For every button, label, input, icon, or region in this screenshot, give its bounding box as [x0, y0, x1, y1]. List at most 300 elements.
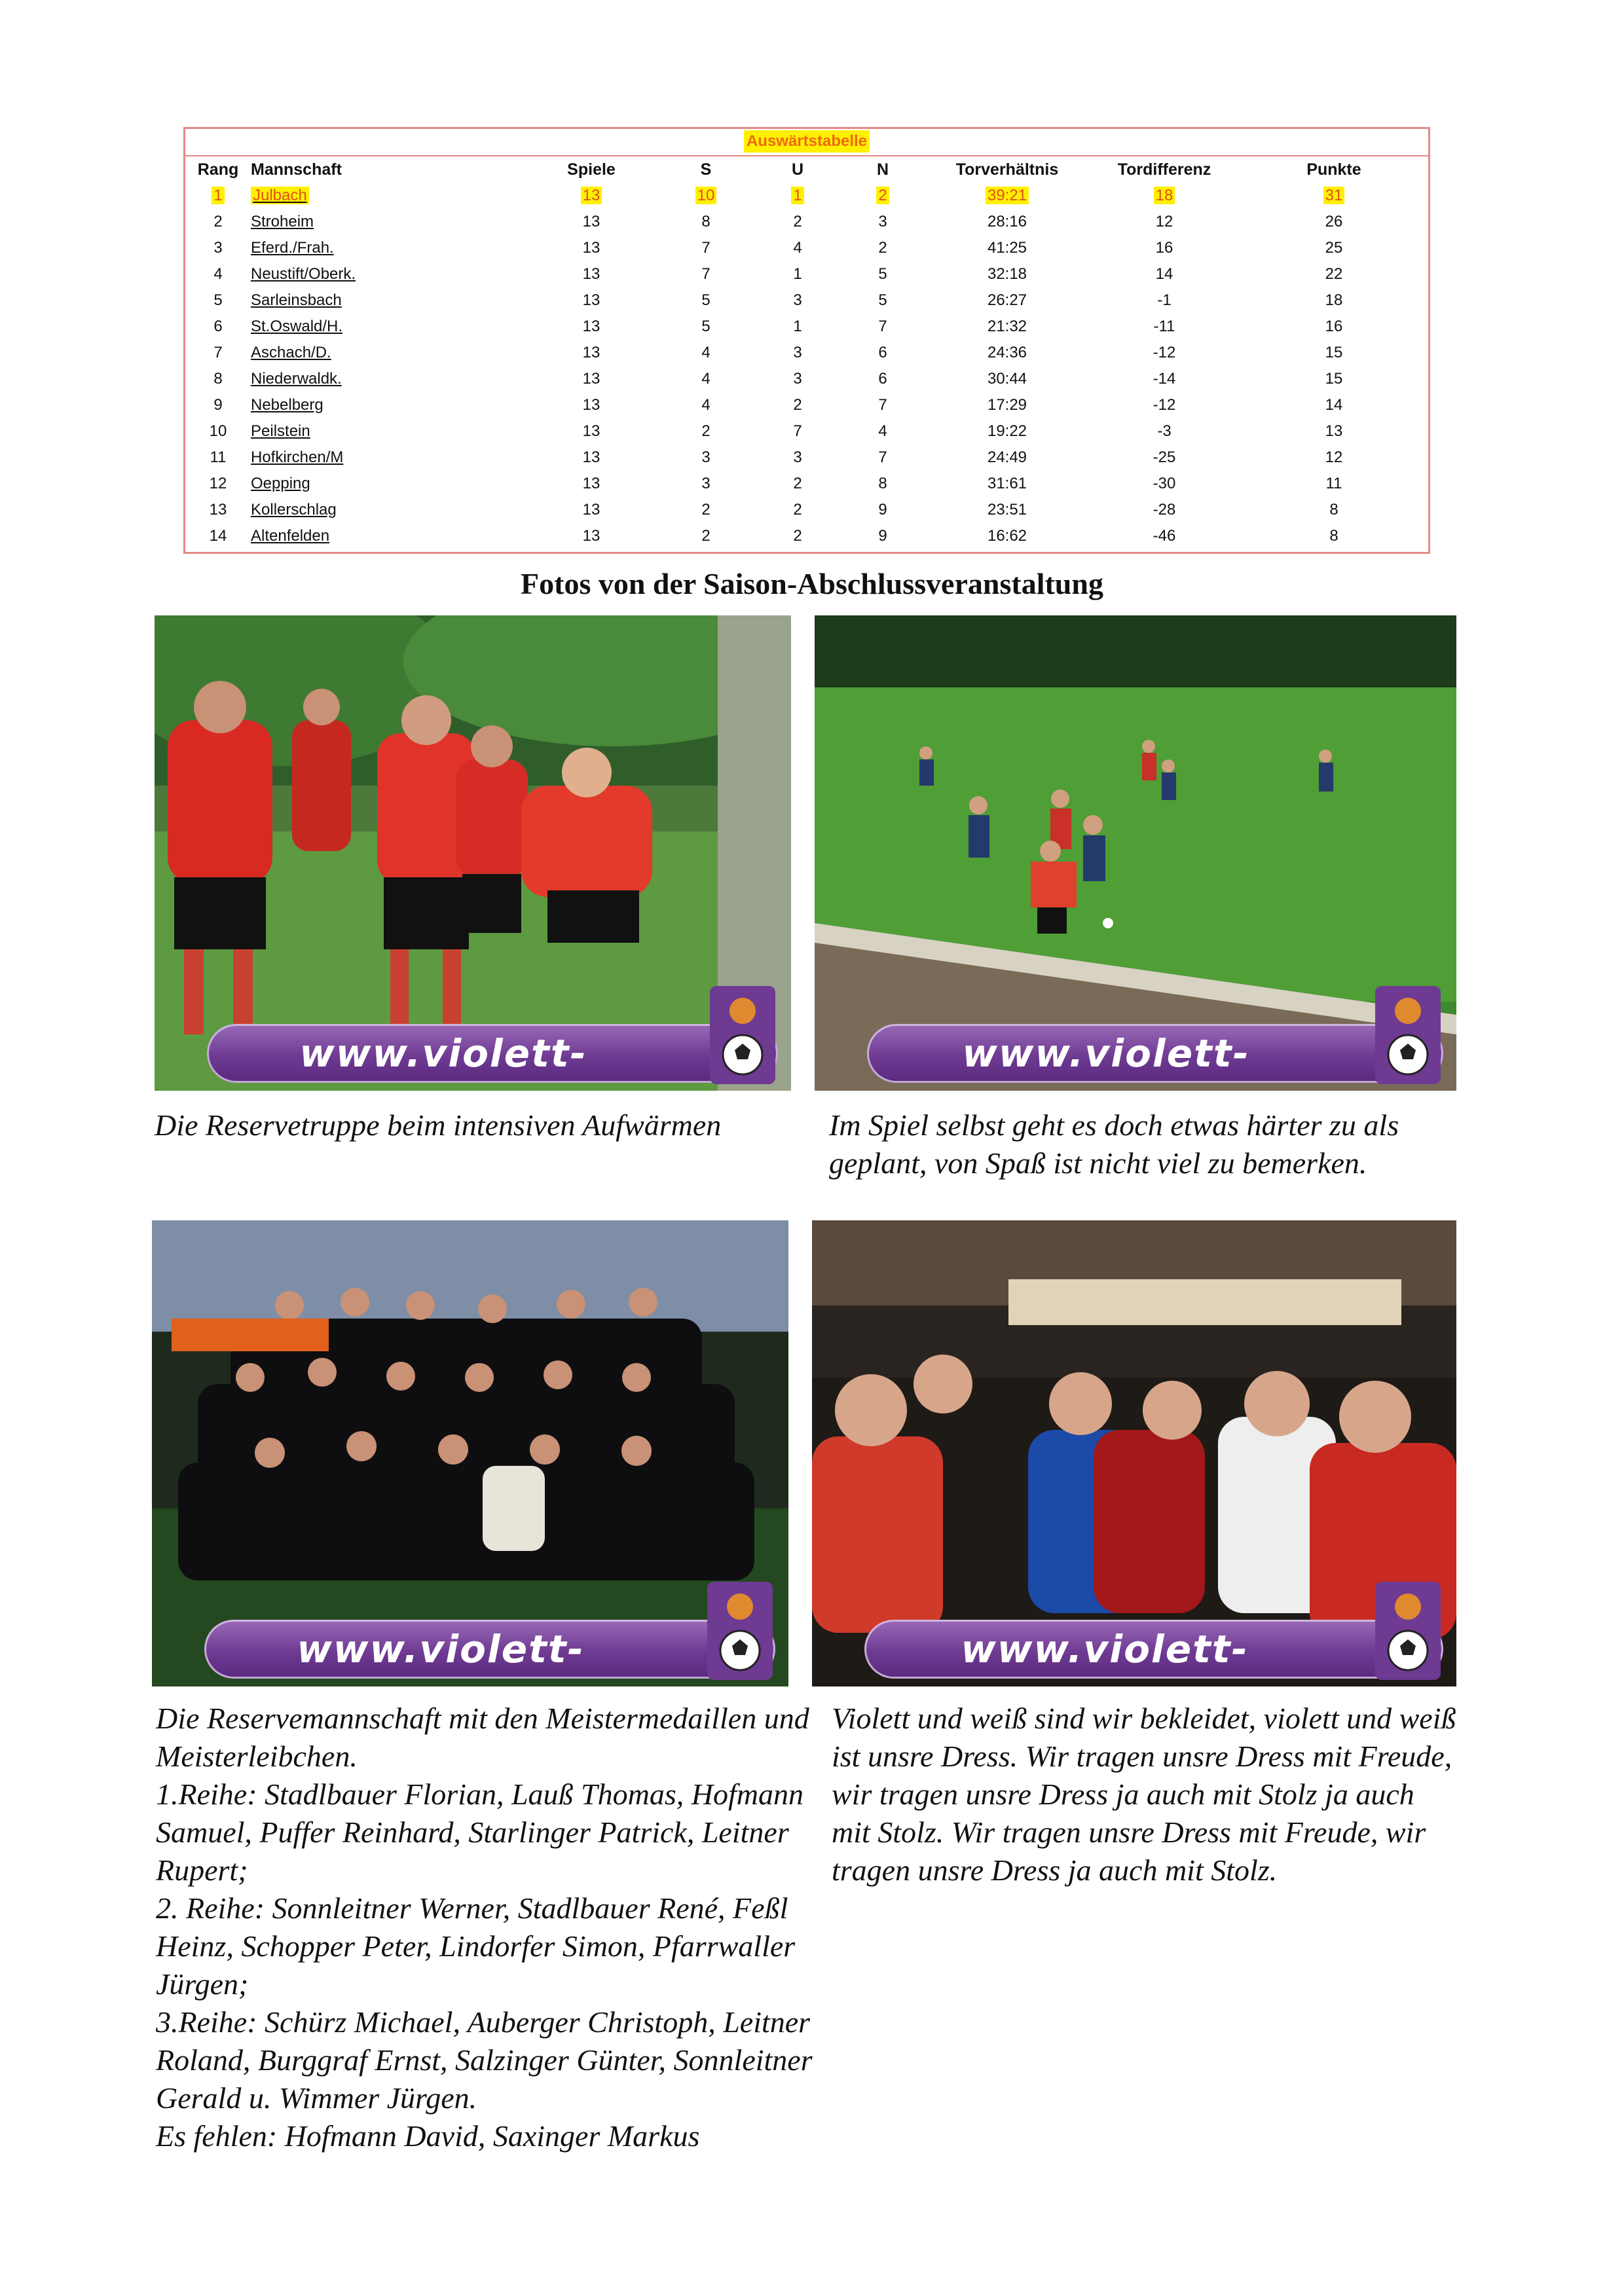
table-cell — [185, 287, 251, 314]
cell-value: 13 — [582, 265, 600, 283]
table-cell — [755, 261, 840, 287]
table-cell — [755, 497, 840, 523]
table-cell — [1240, 209, 1428, 235]
header-n: N — [876, 160, 889, 179]
team-name[interactable] — [251, 471, 526, 497]
photo-match-banner — [867, 1024, 1443, 1083]
photo-warmup-banner-url: www.violett- — [299, 1031, 587, 1076]
table-cell — [755, 287, 840, 314]
team-name-text: Stroheim — [251, 213, 314, 230]
cell-value: 7 — [793, 422, 802, 440]
cell-value: 23:51 — [987, 501, 1027, 519]
cell-value: 8 — [701, 213, 710, 230]
cell-value: 26:27 — [987, 291, 1027, 309]
cell-value: 7 — [701, 265, 710, 283]
cell-value: 9 — [878, 501, 887, 519]
cell-value: 6 — [878, 344, 887, 361]
header-mannschaft: Mannschaft — [251, 160, 342, 179]
table-cell — [657, 209, 755, 235]
cell-value: 26 — [1325, 213, 1343, 230]
cell-value: 28:16 — [987, 213, 1027, 230]
table-cell — [1089, 392, 1240, 418]
cell-value: 18 — [1325, 291, 1343, 309]
cell-value: 13 — [582, 475, 600, 492]
table-cell — [526, 392, 657, 418]
team-name-text: Eferd./Frah. — [251, 239, 334, 257]
caption-match-text: Im Spiel selbst geht es doch etwas härter zu als geplant, von Spaß ist nicht viel zu bemerken. — [829, 1108, 1399, 1180]
team-name[interactable] — [251, 209, 526, 235]
table-cell — [657, 287, 755, 314]
cell-value: 7 — [213, 344, 223, 361]
cell-value: -14 — [1153, 370, 1176, 388]
cell-value: 13 — [582, 501, 600, 519]
table-body — [185, 183, 1428, 549]
caption-celebration — [832, 1700, 1460, 1889]
caption-team-line-0: Die Reservemannschaft mit den Meistermedaillen und Meisterleibchen. — [156, 1702, 809, 1773]
team-name[interactable] — [251, 235, 526, 261]
cell-value: 7 — [878, 396, 887, 414]
table-cell — [925, 445, 1089, 471]
caption-team-line-3: 3.Reihe: Schürz Michael, Auberger Christoph, Leitner Roland, Burggraf Ernst, Salzinger Günter, Sonnleitner Gerald u. Wimmer Jürgen. — [156, 2005, 813, 2115]
cell-value: 2 — [213, 213, 223, 230]
table-cell — [1240, 445, 1428, 471]
table-cell — [925, 235, 1089, 261]
table-header-row — [185, 156, 1428, 183]
cell-value: 32:18 — [987, 265, 1027, 283]
table-cell — [755, 340, 840, 366]
cell-value: 4 — [213, 265, 223, 283]
standings-table — [185, 156, 1428, 549]
cell-value: 16:62 — [987, 527, 1027, 545]
team-name[interactable] — [251, 418, 526, 445]
cell-value: 1 — [793, 265, 802, 283]
table-cell — [185, 235, 251, 261]
cell-value: 13 — [582, 344, 600, 361]
cell-value: 5 — [701, 318, 710, 335]
table-row — [185, 366, 1428, 392]
cell-value: 1 — [793, 318, 802, 335]
table-row — [185, 523, 1428, 549]
cell-value: 12 — [209, 475, 227, 492]
photo-celebration — [812, 1220, 1456, 1686]
photo-celebration-banner-url: www.violett- — [961, 1627, 1249, 1671]
table-cell — [840, 340, 925, 366]
table-cell — [185, 314, 251, 340]
photo-match — [815, 615, 1456, 1091]
caption-team-line-4: Es fehlen: Hofmann David, Saxinger Markus — [156, 2119, 700, 2153]
cell-value: -1 — [1157, 291, 1172, 309]
cell-value: 10 — [209, 422, 227, 440]
cell-value: 2 — [793, 527, 802, 545]
cell-value: 22 — [1325, 265, 1343, 283]
table-cell — [840, 287, 925, 314]
table-cell — [657, 392, 755, 418]
table-cell — [840, 418, 925, 445]
table-cell — [840, 445, 925, 471]
table-cell — [185, 471, 251, 497]
cell-value: 3 — [878, 213, 887, 230]
table-cell — [526, 287, 657, 314]
photo-match-banner-url: www.violett- — [962, 1031, 1250, 1076]
cell-value: 8 — [878, 475, 887, 492]
table-cell — [840, 183, 925, 209]
cell-value: 16 — [1325, 318, 1343, 335]
cell-value: 13 — [582, 370, 600, 388]
table-row — [185, 287, 1428, 314]
cell-value: 3 — [701, 475, 710, 492]
cell-value: 25 — [1325, 239, 1343, 257]
table-cell — [526, 314, 657, 340]
cell-value: -12 — [1153, 396, 1176, 414]
table-cell — [1089, 287, 1240, 314]
team-name[interactable] — [251, 183, 526, 209]
cell-value: 2 — [793, 475, 802, 492]
cell-value: 13 — [582, 527, 600, 545]
table-cell — [185, 418, 251, 445]
cell-value: 39:21 — [986, 187, 1029, 204]
cell-value: -12 — [1153, 344, 1176, 361]
photo-warmup-banner — [207, 1024, 778, 1083]
photo-match-scene — [815, 615, 1456, 1091]
team-name[interactable] — [251, 261, 526, 287]
club-logo-icon — [1375, 986, 1441, 1084]
cell-value: 3 — [213, 239, 223, 257]
team-name-text: Niederwaldk. — [251, 370, 342, 388]
cell-value: 4 — [701, 370, 710, 388]
team-name[interactable] — [251, 392, 526, 418]
cell-value: 24:36 — [987, 344, 1027, 361]
table-cell — [1240, 287, 1428, 314]
table-cell — [526, 418, 657, 445]
team-name-text: Peilstein — [251, 422, 310, 440]
cell-value: 13 — [582, 291, 600, 309]
header-torverhaeltnis: Torverhältnis — [955, 160, 1059, 179]
header-s: S — [700, 160, 712, 179]
cell-value: 2 — [701, 527, 710, 545]
table-cell — [1089, 366, 1240, 392]
cell-value: -30 — [1153, 475, 1176, 492]
table-cell — [1089, 497, 1240, 523]
table-cell — [925, 209, 1089, 235]
table-cell — [840, 314, 925, 340]
cell-value: -3 — [1157, 422, 1172, 440]
team-name-text: Nebelberg — [251, 396, 323, 414]
table-cell — [925, 314, 1089, 340]
table-cell — [185, 523, 251, 549]
table-row — [185, 497, 1428, 523]
photo-team-scene — [152, 1220, 788, 1686]
cell-value: 7 — [701, 239, 710, 257]
photo-warmup — [155, 615, 791, 1091]
cell-value: 6 — [213, 318, 223, 335]
cell-value: 13 — [1325, 422, 1343, 440]
table-cell — [925, 523, 1089, 549]
table-cell — [840, 523, 925, 549]
team-name[interactable] — [251, 287, 526, 314]
table-cell — [657, 471, 755, 497]
table-cell — [925, 392, 1089, 418]
table-cell — [925, 261, 1089, 287]
cell-value: -28 — [1153, 501, 1176, 519]
table-row — [185, 183, 1428, 209]
table-cell — [185, 209, 251, 235]
cell-value: -25 — [1153, 448, 1176, 466]
cell-value: 1 — [212, 187, 224, 204]
table-cell — [1240, 497, 1428, 523]
table-cell — [1240, 235, 1428, 261]
cell-value: 9 — [878, 527, 887, 545]
table-cell — [526, 366, 657, 392]
table-cell — [925, 183, 1089, 209]
table-cell — [840, 366, 925, 392]
caption-warmup — [155, 1106, 791, 1144]
cell-value: 8 — [1329, 501, 1338, 519]
cell-value: 14 — [1155, 265, 1173, 283]
table-row — [185, 418, 1428, 445]
table-cell — [657, 235, 755, 261]
table-cell — [755, 209, 840, 235]
table-cell — [925, 497, 1089, 523]
cell-value: 14 — [209, 527, 227, 545]
caption-team-line-1: 1.Reihe: Stadlbauer Florian, Lauß Thomas, Hofmann Samuel, Puffer Reinhard, Starlinger Patrick, Leitner Rupert; — [156, 1777, 803, 1887]
table-cell — [526, 235, 657, 261]
cell-value: 2 — [793, 213, 802, 230]
caption-team — [156, 1700, 824, 2155]
table-cell — [925, 418, 1089, 445]
table-cell — [1240, 392, 1428, 418]
table-cell — [526, 497, 657, 523]
team-name-text: Hofkirchen/M — [251, 448, 344, 466]
table-cell — [755, 314, 840, 340]
table-cell — [1240, 471, 1428, 497]
cell-value: 6 — [878, 370, 887, 388]
cell-value: 16 — [1155, 239, 1173, 257]
table-cell — [657, 340, 755, 366]
cell-value: 5 — [878, 265, 887, 283]
table-cell — [657, 366, 755, 392]
cell-value: 2 — [878, 239, 887, 257]
table-cell — [755, 366, 840, 392]
cell-value: -46 — [1153, 527, 1176, 545]
cell-value: 13 — [582, 213, 600, 230]
table-row — [185, 392, 1428, 418]
table-cell — [1089, 261, 1240, 287]
table-cell — [1240, 366, 1428, 392]
team-name[interactable] — [251, 340, 526, 366]
table-cell — [185, 445, 251, 471]
team-name[interactable] — [251, 523, 526, 549]
table-cell — [1089, 183, 1240, 209]
cell-value: 4 — [793, 239, 802, 257]
cell-value: 18 — [1154, 187, 1175, 204]
cell-value: 10 — [695, 187, 717, 204]
cell-value: 3 — [793, 448, 802, 466]
cell-value: 31:61 — [987, 475, 1027, 492]
table-row — [185, 261, 1428, 287]
table-cell — [1240, 314, 1428, 340]
table-cell — [755, 392, 840, 418]
table-cell — [185, 340, 251, 366]
table-cell — [925, 366, 1089, 392]
cell-value: 12 — [1155, 213, 1173, 230]
table-row — [185, 445, 1428, 471]
table-cell — [755, 523, 840, 549]
cell-value: 2 — [793, 396, 802, 414]
table-cell — [1089, 471, 1240, 497]
table-cell — [840, 392, 925, 418]
table-cell — [185, 366, 251, 392]
cell-value: 3 — [793, 370, 802, 388]
table-cell — [840, 471, 925, 497]
cell-value: 1 — [791, 187, 803, 204]
table-cell — [1240, 340, 1428, 366]
table-row — [185, 340, 1428, 366]
team-name-text: Sarleinsbach — [251, 291, 342, 309]
table-cell — [526, 340, 657, 366]
cell-value: 13 — [209, 501, 227, 519]
table-cell — [1089, 523, 1240, 549]
team-name-text: Julbach — [251, 187, 309, 204]
cell-value: 7 — [878, 448, 887, 466]
cell-value: 11 — [210, 448, 227, 466]
cell-value: 2 — [793, 501, 802, 519]
table-cell — [1089, 418, 1240, 445]
table-cell — [1240, 261, 1428, 287]
standings-table-container — [183, 127, 1430, 554]
photo-celebration-scene — [812, 1220, 1456, 1686]
table-cell — [840, 261, 925, 287]
cell-value: 3 — [793, 291, 802, 309]
caption-team-line-2: 2. Reihe: Sonnleitner Werner, Stadlbauer René, Feßl Heinz, Schopper Peter, Lindorfer Simon, Pfarrwaller Jürgen; — [156, 1891, 796, 2001]
header-u: U — [791, 160, 804, 179]
table-cell — [755, 235, 840, 261]
table-cell — [185, 392, 251, 418]
header-tordifferenz: Tordifferenz — [1117, 160, 1211, 179]
cell-value: 4 — [701, 396, 710, 414]
table-cell — [925, 471, 1089, 497]
table-row — [185, 314, 1428, 340]
cell-value: 8 — [1329, 527, 1338, 545]
table-cell — [840, 497, 925, 523]
club-logo-icon — [707, 1582, 773, 1680]
table-row — [185, 471, 1428, 497]
table-cell — [657, 314, 755, 340]
photo-team-banner — [204, 1620, 775, 1679]
table-cell — [185, 261, 251, 287]
cell-value: 13 — [582, 422, 600, 440]
team-name[interactable] — [251, 497, 526, 523]
table-title-bar — [185, 129, 1428, 156]
cell-value: 2 — [876, 187, 889, 204]
table-cell — [657, 497, 755, 523]
club-logo-icon — [710, 986, 775, 1084]
table-cell — [925, 287, 1089, 314]
team-name-text: Neustift/Oberk. — [251, 265, 356, 283]
cell-value: 5 — [213, 291, 223, 309]
cell-value: 8 — [213, 370, 223, 388]
cell-value: 2 — [701, 501, 710, 519]
table-cell — [526, 445, 657, 471]
cell-value: 31 — [1323, 187, 1345, 204]
table-row — [185, 209, 1428, 235]
caption-celebration-text: Violett und weiß sind wir bekleidet, violett und weiß ist unsre Dress. Wir tragen unsre Dress mit Freude, wir tragen unsre Dress ja auch mit Stolz ja auch mit Stolz. Wir tragen unsre Dress mit Freude, wir tragen unsre Dress ja auch mit Stolz. — [832, 1702, 1456, 1887]
cell-value: 3 — [701, 448, 710, 466]
table-cell — [755, 418, 840, 445]
cell-value: 2 — [701, 422, 710, 440]
cell-value: 5 — [701, 291, 710, 309]
cell-value: 15 — [1325, 370, 1343, 388]
team-name[interactable] — [251, 314, 526, 340]
cell-value: 15 — [1325, 344, 1343, 361]
table-cell — [1240, 523, 1428, 549]
table-cell — [925, 340, 1089, 366]
table-cell — [526, 261, 657, 287]
table-cell — [526, 523, 657, 549]
cell-value: 11 — [1325, 475, 1342, 492]
table-cell — [1240, 183, 1428, 209]
cell-value: 5 — [878, 291, 887, 309]
table-cell — [1089, 209, 1240, 235]
table-cell — [185, 497, 251, 523]
table-cell — [1089, 314, 1240, 340]
table-cell — [185, 183, 251, 209]
cell-value: -11 — [1153, 318, 1175, 335]
cell-value: 17:29 — [987, 396, 1027, 414]
team-name[interactable] — [251, 445, 526, 471]
cell-value: 13 — [582, 396, 600, 414]
cell-value: 30:44 — [987, 370, 1027, 388]
table-cell — [657, 183, 755, 209]
team-name-text: Oepping — [251, 475, 310, 492]
cell-value: 13 — [582, 239, 600, 257]
cell-value: 12 — [1325, 448, 1343, 466]
photos-section-title: Fotos von der Saison-Abschlussveranstaltung — [521, 567, 1103, 600]
photo-warmup-scene — [155, 615, 791, 1091]
caption-match — [829, 1106, 1471, 1182]
table-cell — [657, 418, 755, 445]
table-cell — [755, 471, 840, 497]
photo-celebration-banner — [864, 1620, 1443, 1679]
table-cell — [840, 235, 925, 261]
table-cell — [1089, 340, 1240, 366]
cell-value: 14 — [1325, 396, 1343, 414]
table-cell — [1089, 445, 1240, 471]
header-spiele: Spiele — [567, 160, 616, 179]
photo-team-banner-url: www.violett- — [297, 1627, 585, 1671]
team-name-text: Kollerschlag — [251, 501, 337, 519]
team-name-text: Aschach/D. — [251, 344, 331, 361]
team-name[interactable] — [251, 366, 526, 392]
cell-value: 4 — [878, 422, 887, 440]
cell-value: 7 — [878, 318, 887, 335]
table-cell — [657, 523, 755, 549]
cell-value: 21:32 — [987, 318, 1027, 335]
table-cell — [526, 209, 657, 235]
team-name-text: St.Oswald/H. — [251, 318, 343, 335]
photo-team — [152, 1220, 788, 1686]
cell-value: 4 — [701, 344, 710, 361]
table-row — [185, 235, 1428, 261]
cell-value: 13 — [582, 318, 600, 335]
table-cell — [755, 183, 840, 209]
cell-value: 13 — [581, 187, 602, 204]
cell-value: 41:25 — [987, 239, 1027, 257]
table-cell — [657, 445, 755, 471]
club-logo-icon — [1375, 1582, 1441, 1680]
table-cell — [1240, 418, 1428, 445]
caption-warmup-text: Die Reservetruppe beim intensiven Aufwärmen — [155, 1108, 722, 1142]
cell-value: 19:22 — [987, 422, 1027, 440]
